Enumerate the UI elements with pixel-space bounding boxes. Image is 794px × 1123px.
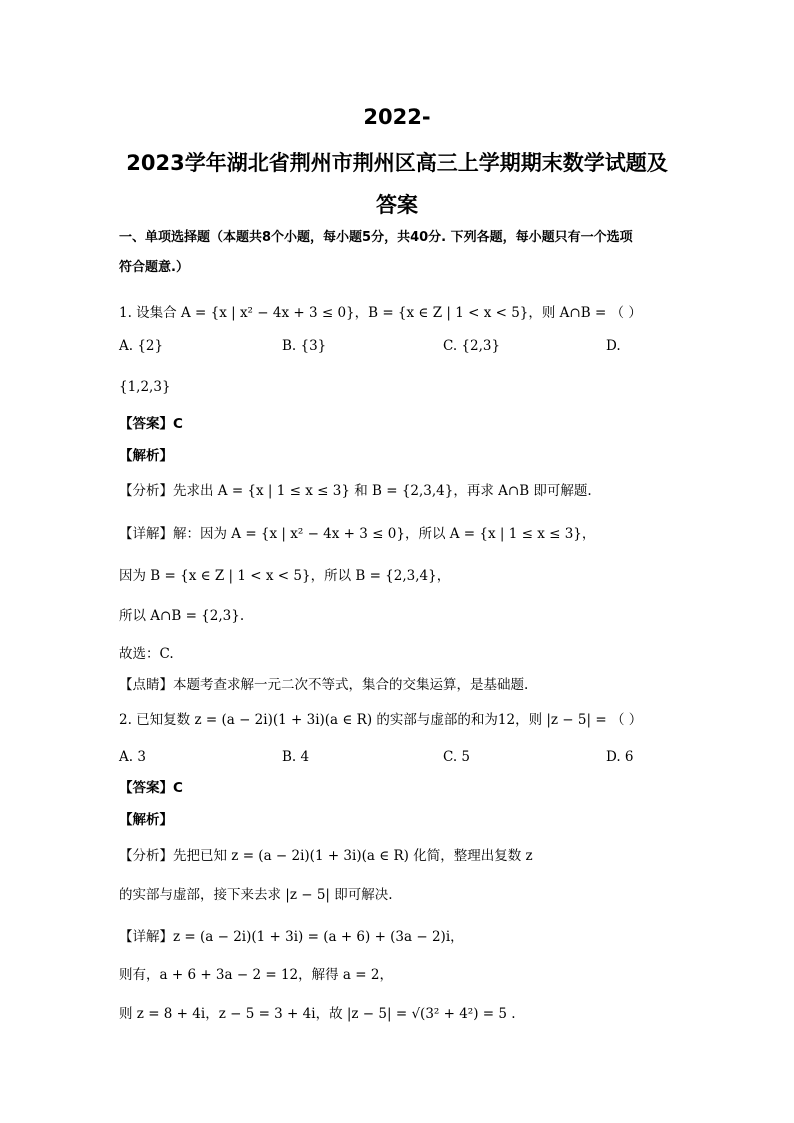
title-line-1: 2022- — [363, 105, 431, 129]
q2-jiexi: 【解析】 — [119, 812, 173, 828]
q1-option-d: D. — [606, 338, 621, 354]
section-heading-1: 一、单项选择题（本题共8个小题，每小题5分，共40分. 下列各题，每小题只有一个选项 — [119, 230, 633, 245]
q1-jiexi: 【解析】 — [119, 448, 173, 464]
q1-option-c: C. {2,3} — [443, 338, 501, 354]
title-line-3: 答案 — [376, 193, 418, 217]
q2-xiangjie-1: 【详解】z = (a − 2i)(1 + 3i) = (a + 6) + (3a − 2)i， — [119, 929, 464, 945]
q1-option-b: B. {3} — [282, 338, 327, 354]
q2-option-b: B. 4 — [282, 749, 310, 765]
q2-option-d: D. 6 — [606, 749, 634, 765]
q1-xiangjie-1: 【详解】解：因为 A = {x | x² − 4x + 3 ≤ 0}，所以 A = {x | 1 ≤ x ≤ 3}， — [119, 526, 596, 542]
q1-answer: 【答案】C — [119, 416, 183, 432]
section-heading-2: 符合题意.） — [119, 260, 189, 275]
q2-xiangjie-2: 则有，a + 6 + 3a − 2 = 12，解得 a = 2， — [119, 967, 393, 983]
q1-stem: 1. 设集合 A = {x | x² − 4x + 3 ≤ 0}，B = {x ∈ Z | 1 < x < 5}，则 A∩B = （ ） — [119, 305, 642, 321]
q2-option-a: A. 3 — [119, 749, 146, 765]
q2-fenxi-1: 【分析】先把已知 z = (a − 2i)(1 + 3i)(a ∈ R) 化简，整理出复数 z — [119, 848, 533, 864]
q1-fenxi: 【分析】先求出 A = {x | 1 ≤ x ≤ 3} 和 B = {2,3,4}，再求 A∩B 即可解题. — [119, 483, 592, 499]
q1-xiangjie-3: 所以 A∩B = {2,3}. — [119, 608, 245, 624]
q1-option-d-value: {1,2,3} — [119, 379, 171, 395]
title-line-2: 2023学年湖北省荆州市荆州区高三上学期期末数学试题及 — [126, 151, 668, 175]
q1-choose: 故选：C. — [119, 646, 174, 662]
q2-stem: 2. 已知复数 z = (a − 2i)(1 + 3i)(a ∈ R) 的实部与虚部的和为12，则 |z − 5| = （ ） — [119, 712, 643, 728]
q2-fenxi-2: 的实部与虚部，接下来去求 |z − 5| 即可解决. — [119, 887, 393, 903]
q1-dianjing: 【点睛】本题考查求解一元二次不等式，集合的交集运算，是基础题. — [119, 677, 529, 693]
q1-xiangjie-2: 因为 B = {x ∈ Z | 1 < x < 5}，所以 B = {2,3,4}， — [119, 568, 451, 584]
q1-option-a: A. {2} — [119, 338, 164, 354]
q2-option-c: C. 5 — [443, 749, 471, 765]
q2-xiangjie-3: 则 z = 8 + 4i，z − 5 = 3 + 4i，故 |z − 5| = √(3² + 4²) = 5 . — [119, 1006, 516, 1022]
q2-answer: 【答案】C — [119, 780, 183, 796]
